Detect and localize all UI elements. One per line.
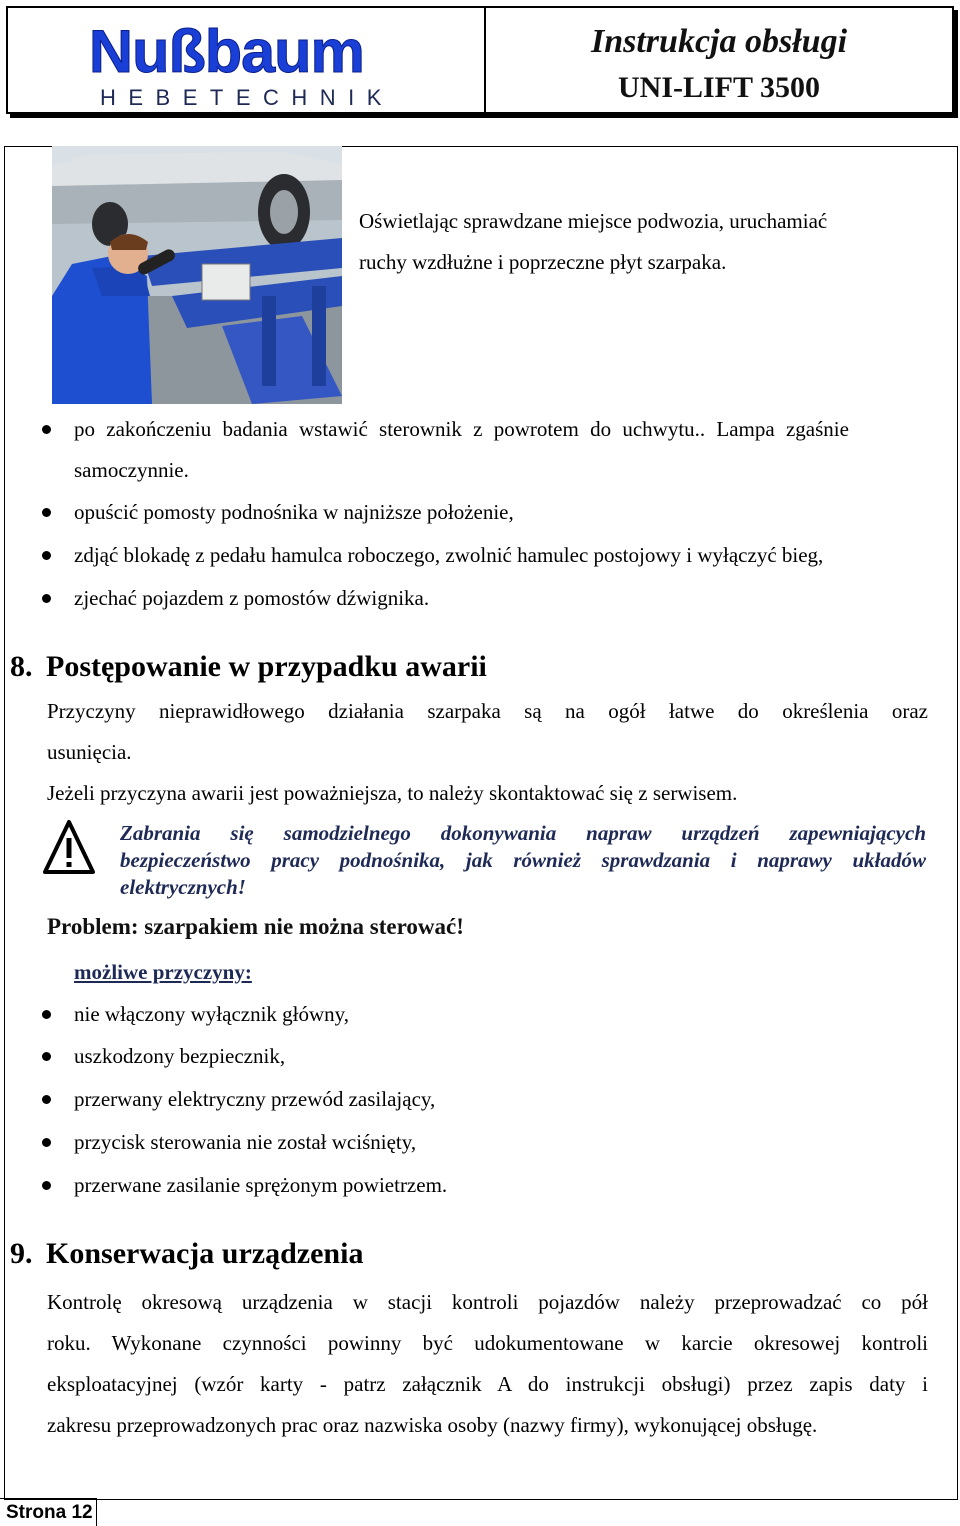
causes-label: możliwe przyczyny: [74, 960, 252, 984]
paragraph-line: roku. Wykonane czynności powinny być udokumentowane w karcie okresowej kontroli [47, 1331, 928, 1355]
paragraph-line: usunięcia. [47, 740, 132, 764]
bullet-dot [42, 1095, 51, 1104]
paragraph-line: Kontrolę okresową urządzenia w stacji kontroli pojazdów należy przeprowadzać co pół [47, 1290, 928, 1314]
page-number: Strona 12 [6, 1502, 93, 1523]
bullet-dot [42, 425, 51, 434]
intro-line-2: ruchy wzdłużne i poprzeczne płyt szarpaka. [359, 250, 727, 274]
warning-line: bezpieczeństwo pracy podnośnika, jak również sprawdzania i naprawy układów [120, 848, 926, 872]
cause-item: uszkodzony bezpiecznik, [74, 1044, 286, 1068]
warning-icon [42, 818, 96, 878]
list-item: zjechać pojazdem z pomostów dźwignika. [74, 586, 430, 610]
section-title: Postępowanie w przypadku awarii [46, 650, 487, 683]
problem-heading: Problem: szarpakiem nie można sterować! [47, 914, 464, 939]
paragraph-line: zakresu przeprowadzonych prac oraz nazwiska osoby (nazwy firmy), wykonującej obsługę. [47, 1413, 818, 1437]
cause-item: przerwany elektryczny przewód zasilający, [74, 1087, 436, 1111]
list-item-continuation: samoczynnie. [74, 458, 189, 482]
bullet-dot [42, 1138, 51, 1147]
cause-item: nie włączony wyłącznik główny, [74, 1002, 350, 1026]
section-8-heading [10, 650, 487, 684]
section-number: 9. [10, 1237, 33, 1270]
bullet-dot [42, 1010, 51, 1019]
cause-item: przerwane zasilanie sprężonym powietrzem. [74, 1173, 448, 1197]
list-item: po zakończeniu badania wstawić sterownik z powrotem do uchwytu.. Lampa zgaśnie [74, 417, 849, 441]
section-title: Konserwacja urządzenia [46, 1237, 364, 1270]
logo-wordmark: Nußbaum [88, 18, 364, 85]
intro-line-1: Oświetlając sprawdzane miejsce podwozia, uruchamiać [359, 209, 828, 233]
bullet-dot [42, 551, 51, 560]
section-9-heading [10, 1237, 363, 1271]
paragraph: Jeżeli przyczyna awarii jest poważniejsza, to należy skontaktować się z serwisem. [47, 781, 738, 805]
technician-photo [52, 146, 342, 404]
list-item: zdjąć blokadę z pedału hamulca roboczego, zwolnić hamulec postojowy i wyłączyć bieg, [74, 543, 824, 567]
bullet-dot [42, 1052, 51, 1061]
cause-item: przycisk sterowania nie został wciśnięty, [74, 1130, 417, 1154]
paragraph-line: eksploatacyjnej (wzór karty - patrz załącznik A do instrukcji obsługi) przez zapis daty i [47, 1372, 928, 1396]
logo-subtitle: HEBETECHNIK [100, 85, 394, 110]
bullet-dot [42, 508, 51, 517]
warning-line: Zabrania się samodzielnego dokonywania napraw urządzeń zapewniających [120, 821, 926, 845]
paragraph-line: Przyczyny nieprawidłowego działania szarpaka są na ogół łatwe do określenia oraz [47, 699, 928, 723]
document-title: Instrukcja obsługi [590, 23, 848, 60]
list-item: opuścić pomosty podnośnika w najniższe położenie, [74, 500, 514, 524]
section-number: 8. [10, 650, 33, 683]
technician-photo-illustration [52, 146, 342, 404]
model-name: UNI-LIFT 3500 [618, 71, 820, 104]
nussbaum-logo [88, 18, 402, 110]
bullet-dot [42, 594, 51, 603]
warning-line: elektrycznych! [120, 875, 246, 899]
bullet-dot [42, 1181, 51, 1190]
page-header [6, 6, 954, 114]
